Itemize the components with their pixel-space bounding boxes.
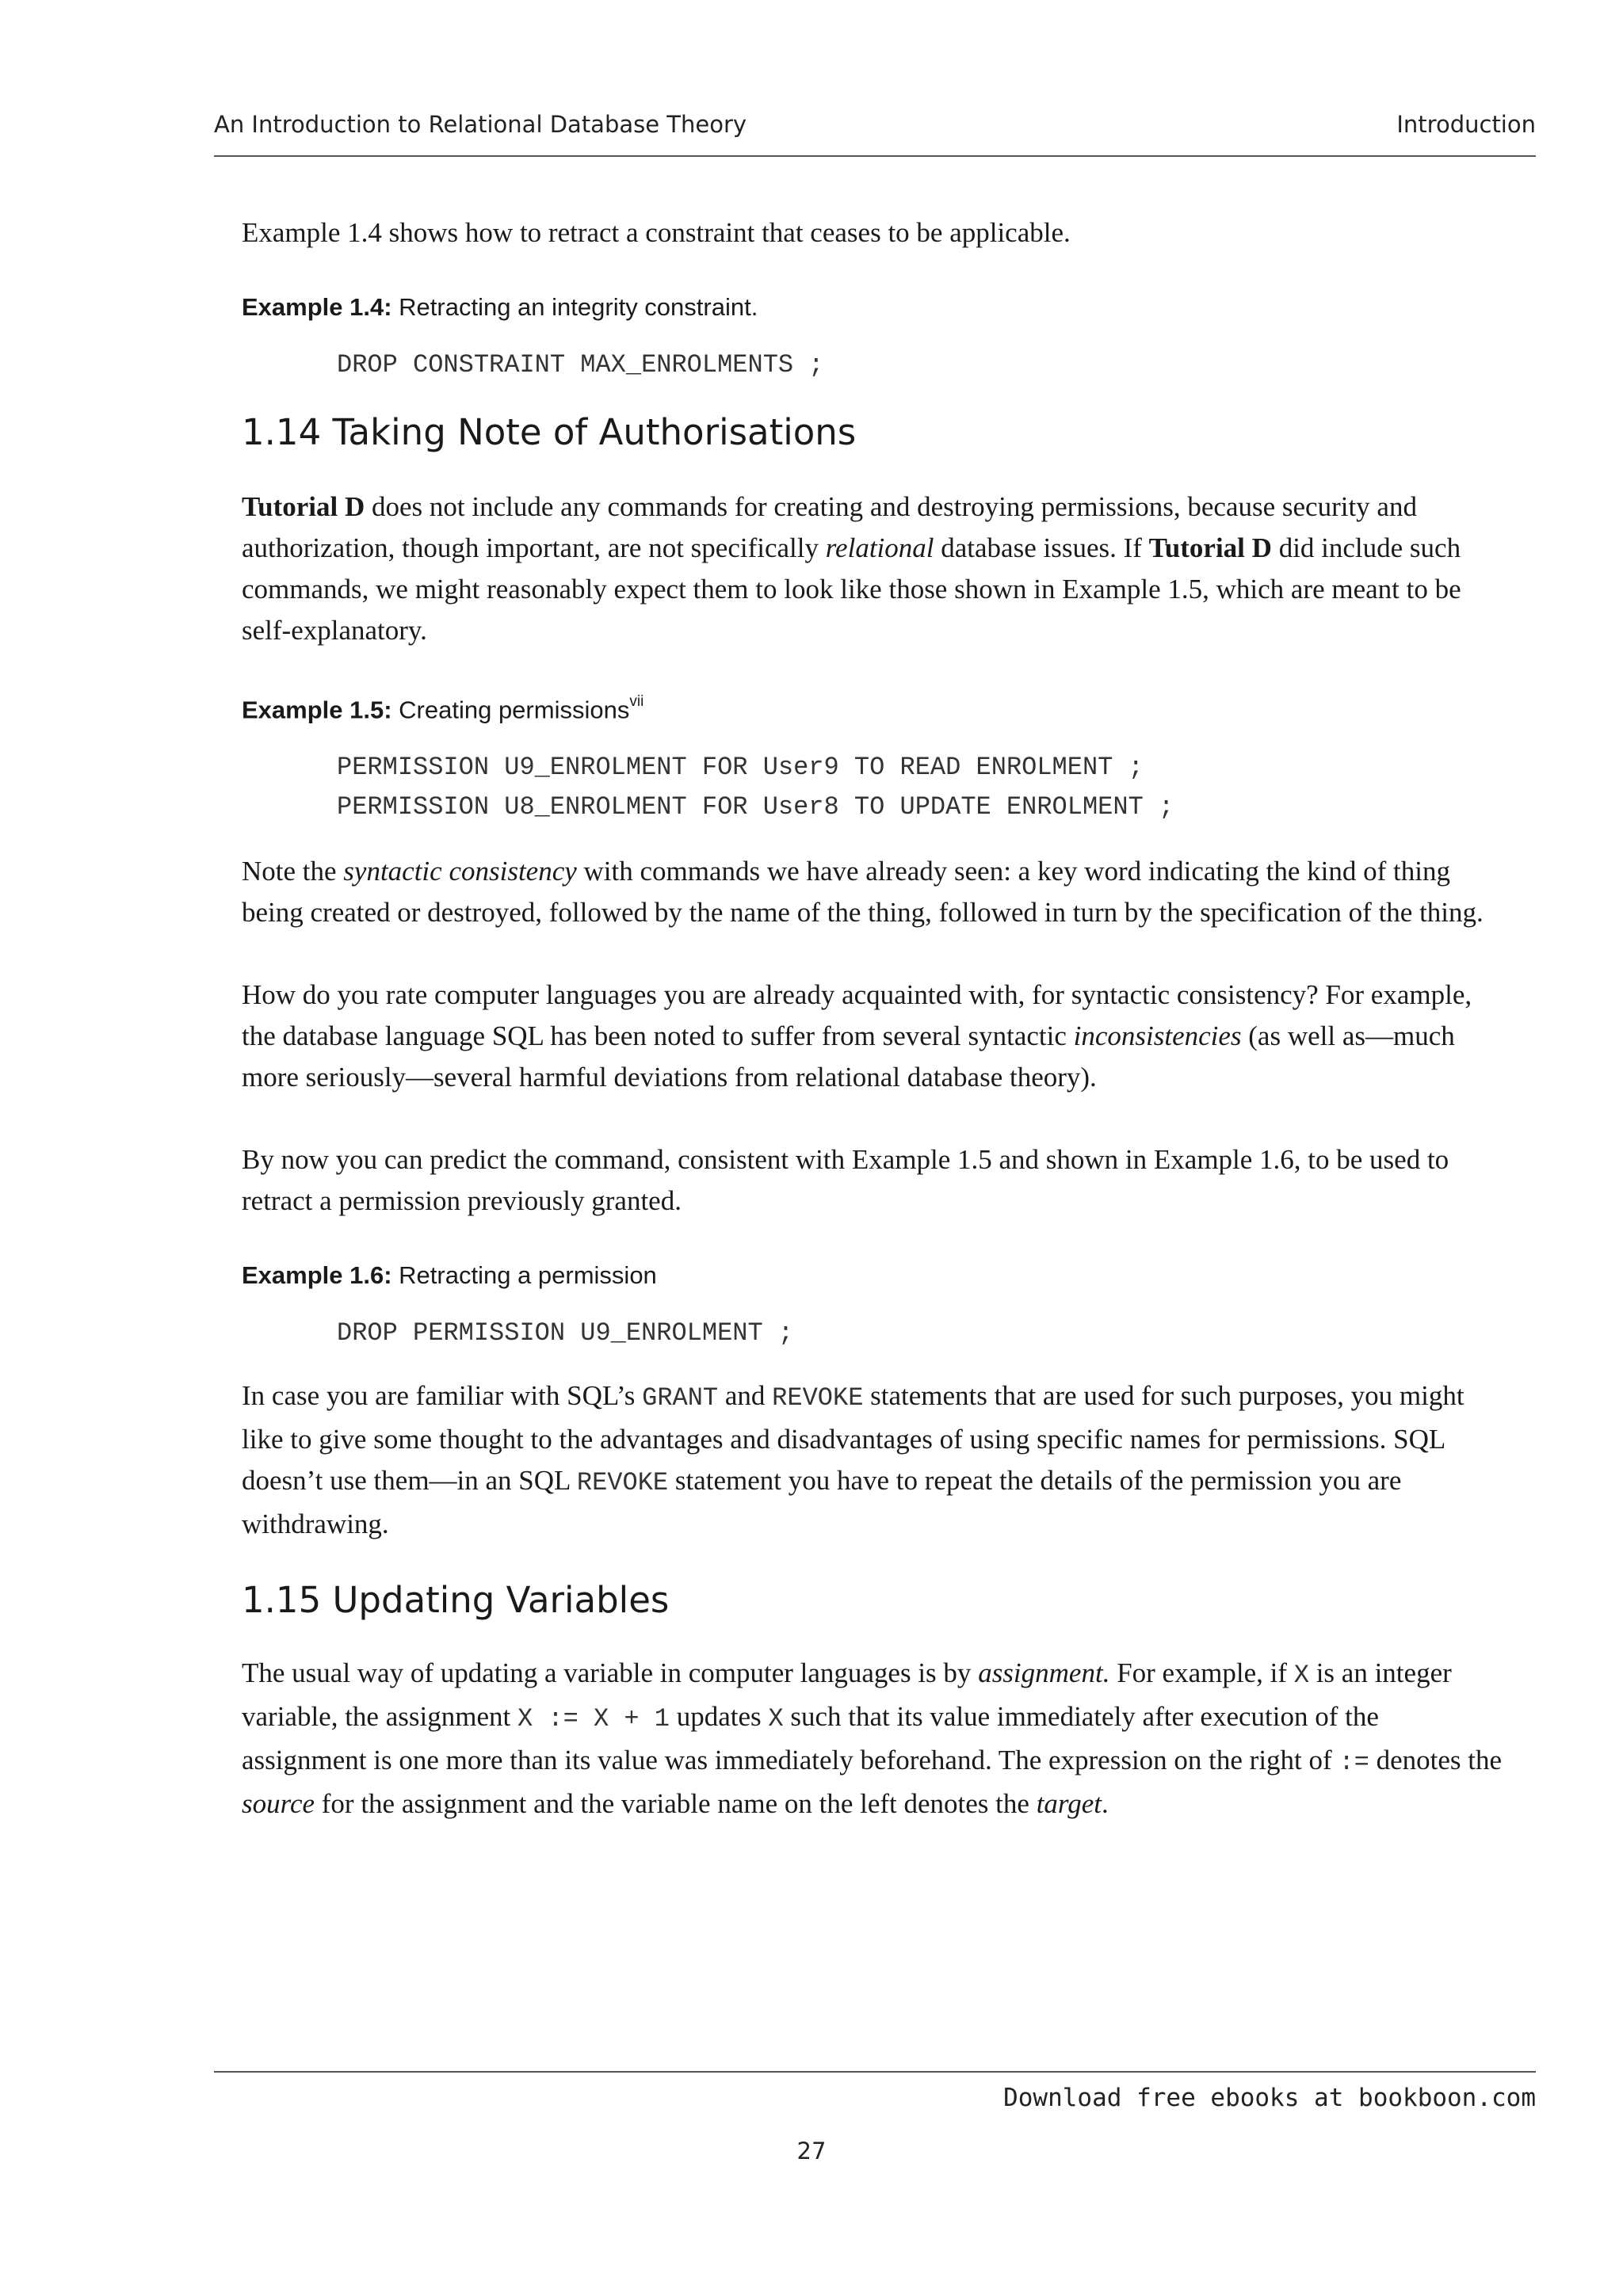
example-label: Example 1.5:: [242, 696, 392, 724]
example-1-6-caption: [242, 1258, 1510, 1293]
sql-grant-revoke-paragraph: In case you are familiar with SQL’s GRANT and REVOKE statements that are used for such purposes, you might like to give some thought to the advantages and disadvantages of using specific names for permissions. SQL doesn’t use them—in an SQL REVOKE statement you have to repeat the details of the permission you are withdrawing.: [242, 1380, 1465, 1540]
rate-languages-paragraph: How do you rate computer languages you are already acquainted with, for syntactic consistency? For example, the database language SQL has been noted to suffer from several syntactic inconsistencies (as well as—much more seriously—several harmful deviations from relational database theory).: [242, 979, 1472, 1093]
example-1-5-caption: [242, 688, 1510, 727]
code-block: DROP CONSTRAINT MAX_ENROLMENTS ;: [337, 350, 824, 379]
example-label: Example 1.6:: [242, 1261, 392, 1290]
intro-paragraph: Example 1.4 shows how to retract a constraint that ceases to be applicable.: [242, 217, 1071, 248]
predict-command-paragraph: By now you can predict the command, consistent with Example 1.5 and shown in Example 1.6, to be used to retract a permission previously granted.: [242, 1144, 1449, 1217]
section-heading-1-15: 1.15 Updating Variables: [242, 1579, 670, 1622]
footnote-marker: vii: [629, 693, 644, 710]
chapter-name: Introduction: [1396, 111, 1536, 138]
book-title: An Introduction to Relational Database Theory: [214, 111, 747, 138]
running-header: [214, 111, 1536, 157]
bookboon-download-link[interactable]: Download free ebooks at bookboon.com: [1003, 2084, 1536, 2112]
example-caption: Creating permissions: [391, 696, 630, 724]
term-tutorial-d: Tutorial D: [242, 491, 365, 522]
code-line: PERMISSION U8_ENROLMENT FOR User8 TO UPDATE ENROLMENT ;: [337, 792, 1174, 822]
assignment-paragraph: The usual way of updating a variable in computer languages is by assignment. For example, if X is an integer variable, the assignment X := X + 1 updates X such that its value immediately after execution of the assignment is one more than its value was immediately beforehand. The expression on the right of := denotes the source for the assignment and the variable name on the left denotes the target.: [242, 1657, 1503, 1820]
syntactic-consistency-paragraph: Note the syntactic consistency with commands we have already seen: a key word indicating the kind of thing being created or destroyed, followed by the name of the thing, followed in turn by the specification of the thing.: [242, 856, 1484, 929]
example-caption: Retracting a permission: [391, 1261, 657, 1290]
tutorial-d-paragraph: Tutorial D does not include any commands for creating and destroying permissions, because security and authorization, though important, are not specifically relational database issues. If Tutorial D did include such commands, we might reasonably expect them to look like those shown in Example 1.5, which are meant to be self-explanatory.: [242, 491, 1461, 646]
code-line: PERMISSION U9_ENROLMENT FOR User9 TO READ ENROLMENT ;: [337, 753, 1144, 783]
footer-divider: [214, 2071, 1536, 2073]
section-heading-1-14: 1.14 Taking Note of Authorisations: [242, 411, 857, 453]
page-number: 27: [796, 2138, 827, 2164]
example-1-4-caption: [242, 290, 1510, 325]
example-caption: Retracting an integrity constraint.: [391, 293, 758, 321]
code-block: DROP PERMISSION U9_ENROLMENT ;: [337, 1318, 794, 1348]
example-label: Example 1.4:: [242, 293, 392, 321]
page-body: [242, 212, 1510, 1825]
